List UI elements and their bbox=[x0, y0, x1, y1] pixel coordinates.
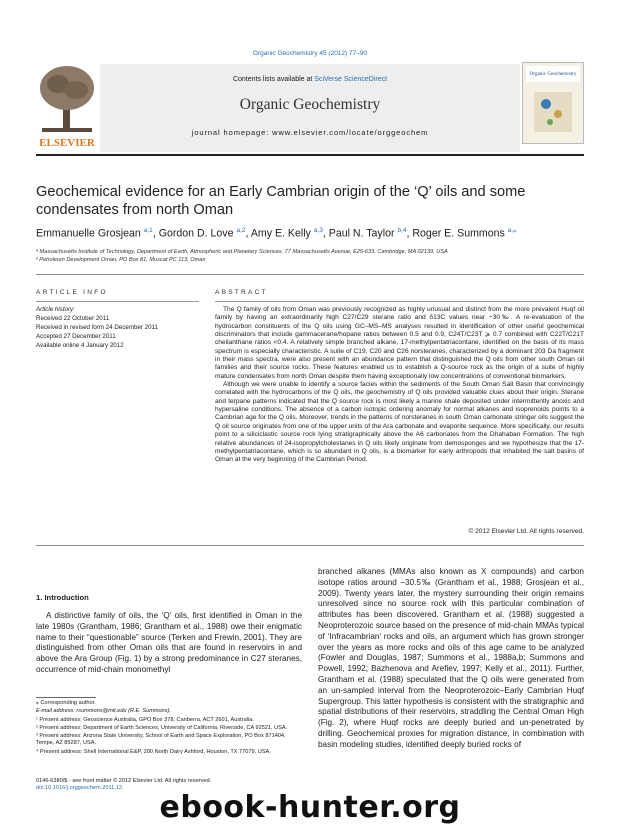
author-list: Emmanuelle Grosjean $^{a,1}$, Gordon D. Love $^{a,2}$, Amy E. Kelly $^{a,3}$, Paul N. Taylor $^{b,4}$, Roger E. Summons $^{a,⁎}$ bbox=[36, 227, 517, 240]
footnote-divider bbox=[36, 697, 96, 698]
author-affiliation-marker[interactable]: a,1 bbox=[143, 227, 153, 234]
footnotes bbox=[36, 700, 302, 757]
author-affiliation-marker[interactable]: b,4 bbox=[397, 227, 407, 234]
watermark-text: ebook-hunter.org bbox=[159, 790, 461, 825]
affiliation-divider bbox=[36, 274, 584, 275]
author-affiliation-marker[interactable]: a,3 bbox=[313, 227, 323, 234]
abstract-bottom-divider bbox=[36, 545, 584, 546]
contents-availability bbox=[100, 76, 520, 83]
intro-column-left bbox=[36, 611, 302, 676]
publisher-name: ELSEVIER bbox=[39, 137, 95, 149]
footnote-email[interactable]: E-mail address: rsummons@mit.edu (R.E. Summons). bbox=[36, 708, 171, 715]
abstract-body bbox=[215, 306, 584, 465]
intro-column-right bbox=[318, 567, 584, 751]
elsevier-logo bbox=[36, 64, 98, 150]
cover-title: Organic Geochemistry bbox=[529, 71, 577, 77]
article-info-divider bbox=[36, 301, 199, 302]
journal-cover-thumbnail[interactable] bbox=[522, 62, 584, 144]
journal-reference[interactable]: Organic Geochemistry 45 (2012) 77–90 bbox=[252, 50, 368, 57]
article-info-heading: ARTICLE INFO bbox=[36, 289, 108, 296]
author-affiliation-marker[interactable]: a,⁎ bbox=[507, 227, 517, 234]
affiliation-a: ᵃ Massachusetts Institute of Technology, Department of Earth, Atmospheric and Planetary Sciences, 77 Massachusetts Avenue, E25-633, Cambridge, MA 02139, USA bbox=[36, 249, 448, 255]
intro-paragraph-2: branched alkanes (MMAs also known as X compounds) and carbon isotope ratios around −30.5‰ (Grantham et al., 1988; Grosjean et al., 2009). Twenty years later, the mystery surrounding their origin remains unresolved since no source rock with this particular combination of attributes has been discovered. Grantham et al. (1988) suggested a Neoproterozoic source based on the presence of mid-chain MMAs typical of ‘Infracambrian’ rocks and oils, an argument which has grown stronger over the years as more rocks and oils of this age came to be analyzed (Fowler and Douglas, 1987; Summons et al., 1988a,b; Summons and Powell, 1992; Bazhenova and Arefiev, 1997; Kelly et al., 2011). Further, Grantham et al. (1988) speculated that the Q oils were generated from an un-sampled interval from the Neoproterozoic–Early Cambrian Huqf Supergroup. This latter hypothesis is consistent with the stratigraphic and spatial distributions of their reservoirs, straddling the Central Oman High (Fig. 2), where Huqf rocks are deeply buried and un-penetrated by drilling. Geochemical proxies for migration distance, in combination with basin modeling studies, identified deeply buried rocks of bbox=[318, 567, 584, 749]
author-name[interactable]: Gordon D. Love bbox=[158, 227, 234, 240]
history-revised: Received in revised form 24 December 2011 bbox=[36, 324, 158, 331]
history-online: Available online 4 January 2012 bbox=[36, 342, 124, 349]
sciencedirect-link[interactable]: SciVerse ScienceDirect bbox=[314, 76, 388, 83]
abstract-paragraph-1: The Q family of oils from Oman was previously recognized as highly unusual and distinct from the more prevalent Huqf oil family by having an extraordinarily high C27/C29 sterane ratio and δ13C values near −30‰. A re-evaluation of the hydrocarbon constituents of the Q oils using GC–MS–MS analyses resulted in identification of other useful geochemical discriminators that include gammacerane/hopane ratios between 0.5 and 0.9, C24T/C23T ⩾ 0.7 combined with C22T/C21T cheilanthane ratios <0.4. A relatively simple branched alkane, 17-methylpentatriacontane, identified on the basis of its mass spectrum is especially characteristic. A suite of C19, C20 and C26 norsteranes, characterized by a dominant 203 Da fragment in their mass spectra, were also present with an abundance pattern that distinguished the Q oils from other south Oman oil families and their source rocks. These features enabled us to establish a Q-source rock as the origin of a suite of highly mature condensates from north Oman despite them having exceptionally low concentrations of conventional biomarkers. bbox=[215, 306, 584, 380]
footnote-3: ³ Present address: Arizona State University, School of Earth and Space Exploration, PO Box 871404, Tempe, AZ 85287, USA. bbox=[36, 733, 286, 747]
journal-title[interactable]: Organic Geochemistry bbox=[239, 96, 381, 113]
abstract-heading: ABSTRACT bbox=[215, 289, 268, 296]
author-affiliation-marker[interactable]: a,2 bbox=[236, 227, 246, 234]
article-history-label: Article history: bbox=[36, 306, 75, 313]
section-heading-introduction: 1. Introduction bbox=[36, 593, 89, 602]
author-name[interactable]: Amy E. Kelly bbox=[250, 227, 311, 240]
header-divider bbox=[36, 154, 584, 156]
abstract-divider bbox=[215, 301, 584, 302]
article-title: Geochemical evidence for an Early Cambrian origin of the ‘Q’ oils and some condensates from north Oman bbox=[36, 184, 526, 218]
abstract-paragraph-2: Although we were unable to identify a source facies within the sediments of the South Oman Salt Basin that convincingly correlated with the hydrocarbons of the Q oils, the geochemistry of Q oils provided valuable clues about their origin. Sterane and terpane patterns indicated that the Q source rock is most likely a marine shale deposited under intermittently anoxic and hypersaline conditions. The absence of a carbon isotopic ordering anomaly for normal alkanes and isoprenoids points to a Cambrian age for the Q oils. Moreover, trends in the patterns of norsteranes in south Oman carbonate stringer oils suggest the Q oil source originates from one of the upper units of the Ara carbonate and evaporite sequence. More specifically, our results point to a siliciclastic source rock lying stratigraphically above the A6 carbonates from the Dhahaban Formation. The high relative abundances of 24-isopropylcholestanes in Q oils likely originate from demosponges and we hypothesize that the 17-methylpentatriacontane, which is so abundant in Q oils, is a biomarker for early arthropods that inhabited the salt basins of Oman at the very beginning of the Cambrian Period. bbox=[215, 381, 584, 464]
intro-paragraph-1: A distinctive family of oils, the ‘Q’ oils, first identified in Oman in the late 1980s (Grantham, 1986; Grantham et al., 1988) owe their enigmatic name to their “questionable” source (Terken and Frewin, 2001). They are distinguished from other Oman oils that are found in reservoirs in and above the Ara Group (Fig. 1) by a strong predominance in C27 steranes, occurrence of mid-chain monomethyl bbox=[36, 611, 302, 674]
journal-homepage[interactable]: journal homepage: www.elsevier.com/locate/orggeochem bbox=[191, 128, 429, 137]
author-name[interactable]: Emmanuelle Grosjean bbox=[36, 227, 141, 240]
issn-line: 0146-6380/$ - see front matter © 2012 Elsevier Ltd. All rights reserved. bbox=[36, 778, 212, 784]
history-received: Received 22 October 2011 bbox=[36, 315, 110, 322]
affiliation-b: ᵇ Petroleum Development Oman, PO Box 81, Muscat PC 113, Oman bbox=[36, 257, 206, 263]
copyright-notice: © 2012 Elsevier Ltd. All rights reserved. bbox=[468, 528, 584, 535]
history-accepted: Accepted 27 December 2011 bbox=[36, 333, 116, 340]
footnote-corresponding: ⁎ Corresponding author. bbox=[36, 700, 96, 706]
author-name[interactable]: Roger E. Summons bbox=[412, 227, 505, 240]
footnote-4: ⁴ Present address: Shell International E&P, 200 North Dairy Ashford, Houston, TX 77079, USA. bbox=[36, 748, 271, 755]
doi-link[interactable]: doi:10.1016/j.orggeochem.2011.12. bbox=[36, 785, 124, 792]
author-name[interactable]: Paul N. Taylor bbox=[328, 227, 395, 240]
footnote-2: ² Present address: Department of Earth Sciences, University of California, Riverside, CA 92521, USA. bbox=[36, 724, 288, 731]
contents-prefix: Contents lists available at bbox=[232, 76, 313, 83]
footnote-1: ¹ Present address: Geoscience Australia, GPO Box 378, Canberra, ACT 2601, Australia. bbox=[36, 716, 254, 723]
